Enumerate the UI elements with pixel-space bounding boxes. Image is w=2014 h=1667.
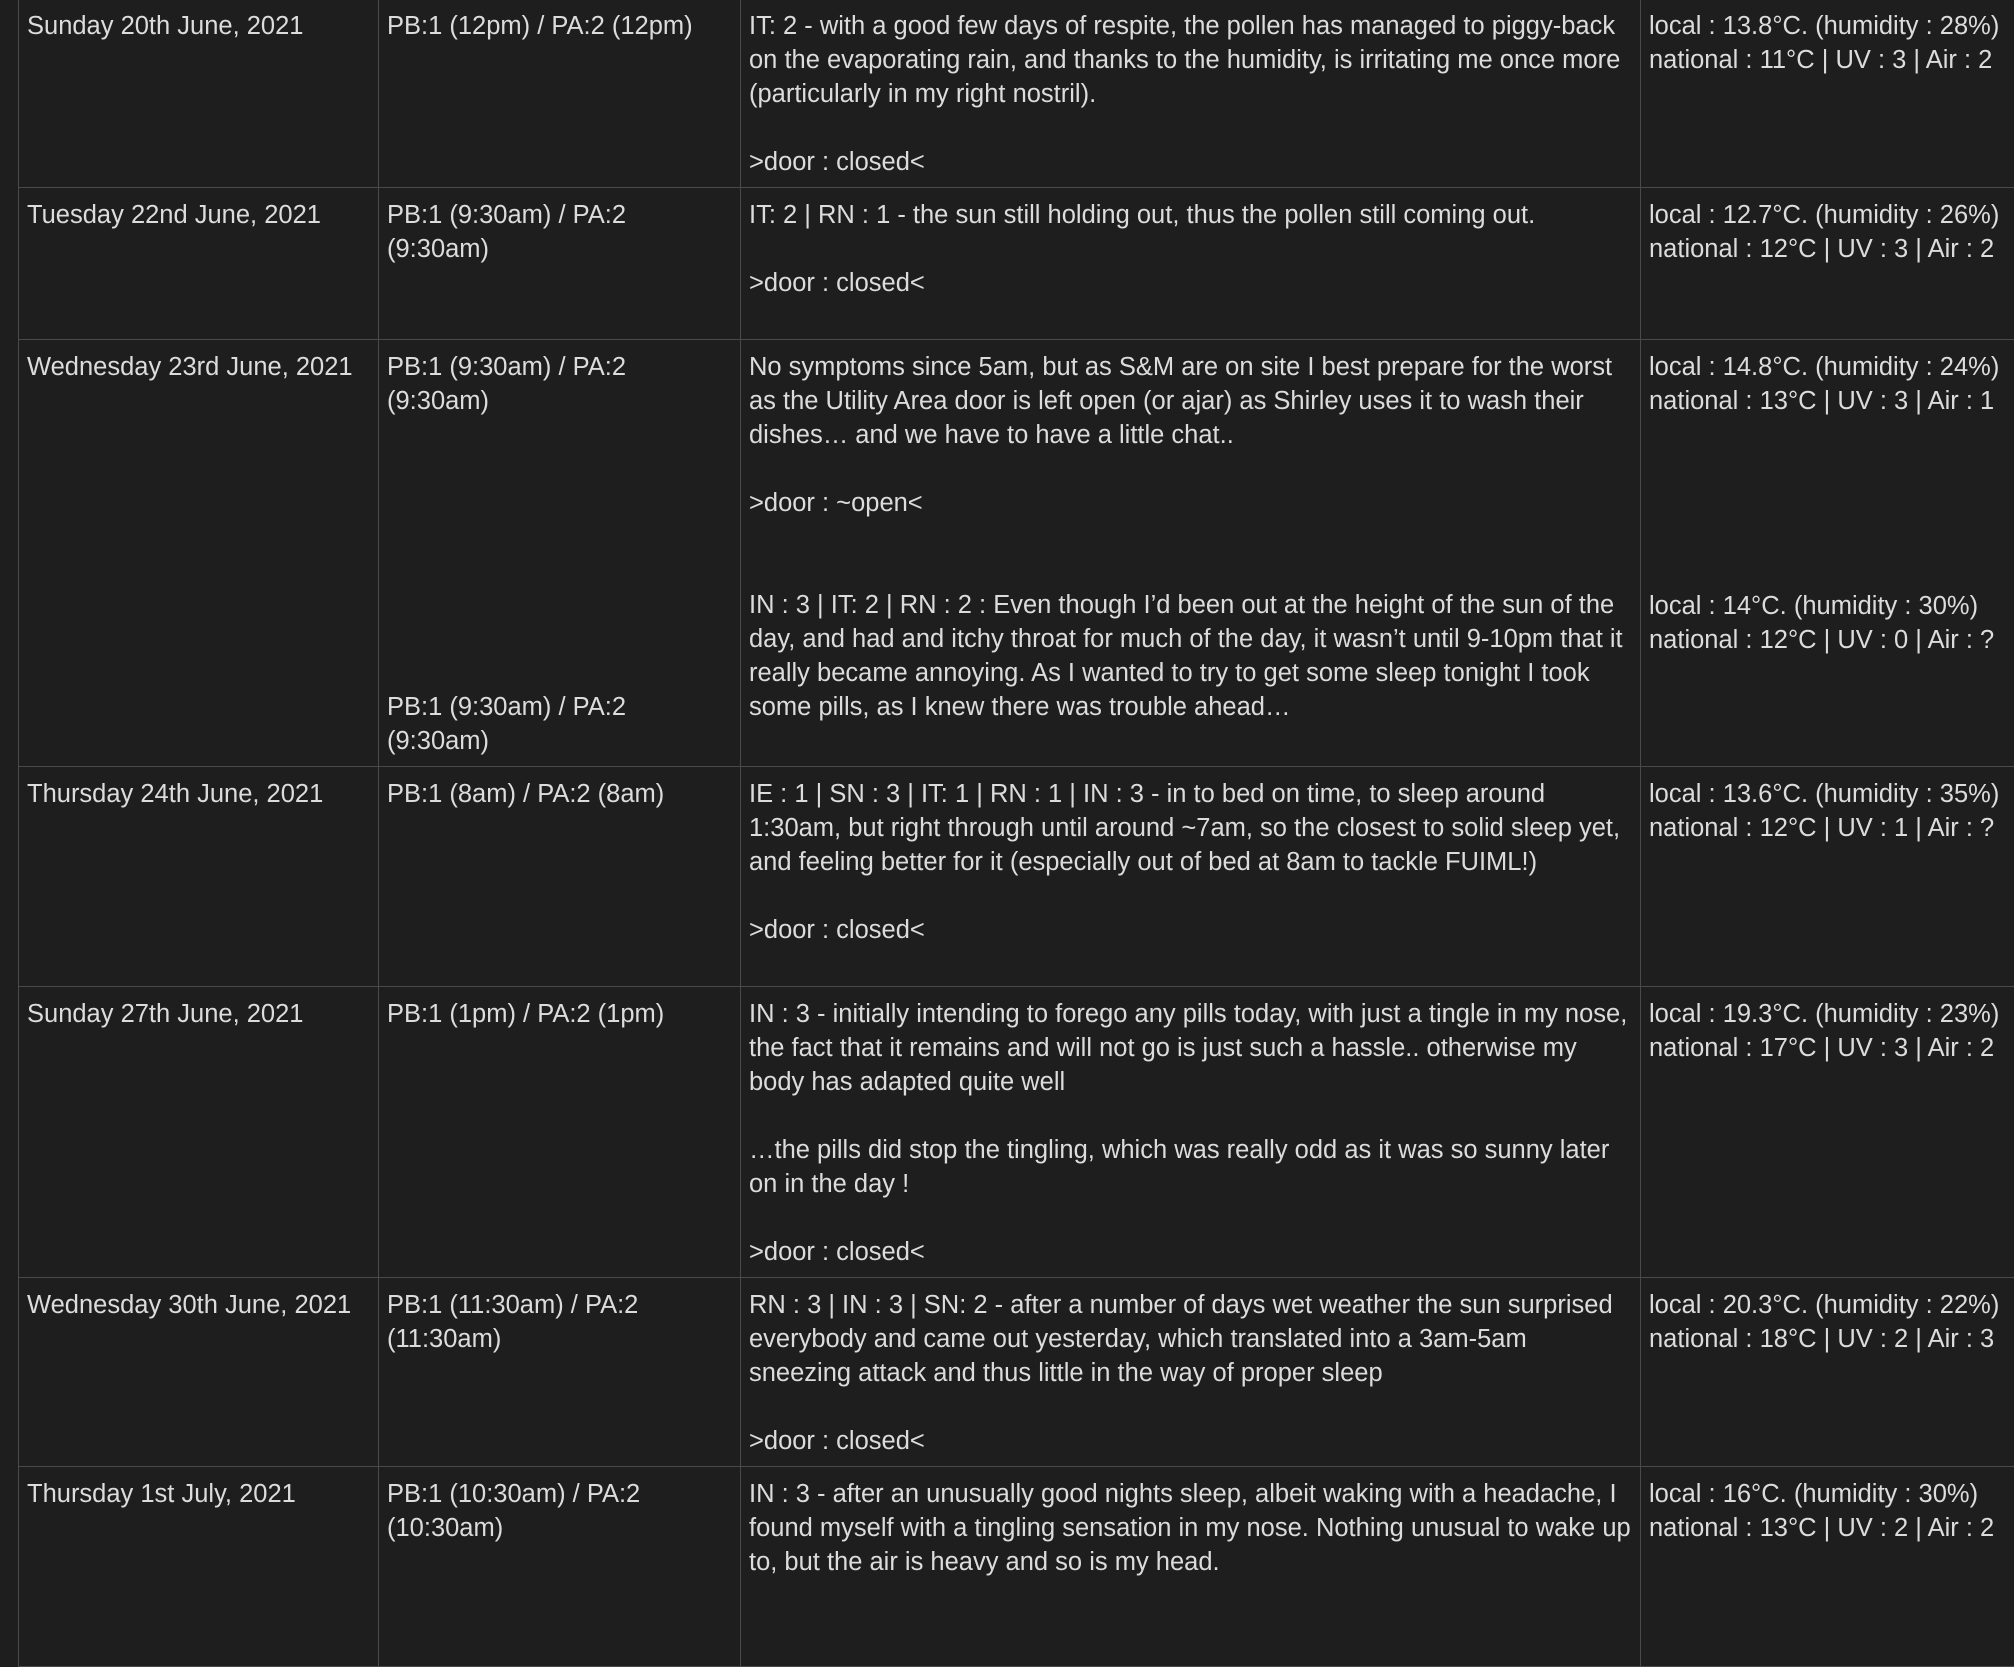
- date-cell: Wednesday 30th June, 2021: [19, 1278, 379, 1467]
- notes-cell: IT: 2 | RN : 1 - the sun still holding out, thus the pollen still coming out. >door : closed<: [741, 188, 1641, 340]
- pills-cell: PB:1 (11:30am) / PA:2 (11:30am): [379, 1278, 741, 1467]
- weather-cell: local : 13.6°C. (humidity : 35%) national : 12°C | UV : 1 | Air : ?: [1641, 767, 2014, 987]
- weather-cell: [1641, 340, 2014, 767]
- table-row: [19, 1278, 2014, 1467]
- notes-entry: No symptoms since 5am, but as S&M are on site I best prepare for the worst as the Utility Area door is left open (or ajar) as Shirley uses it to wash their dishes… and we have to have a little chat.. >door : ~open<: [749, 350, 1632, 520]
- pills-cell: PB:1 (1pm) / PA:2 (1pm): [379, 987, 741, 1278]
- pills-cell: [379, 340, 741, 767]
- date-cell: Wednesday 23rd June, 2021: [19, 340, 379, 767]
- table-row: [19, 1467, 2014, 1667]
- allergy-log-table: [18, 0, 2014, 1667]
- notes-cell: IE : 1 | SN : 3 | IT: 1 | RN : 1 | IN : 3 - in to bed on time, to sleep around 1:30am, but right through until around ~7am, so the closest to solid sleep yet, and feeling better for it (especially out of bed at 8am to tackle FUIML!) >door : closed<: [741, 767, 1641, 987]
- table-row: [19, 340, 2014, 767]
- pills-cell: PB:1 (10:30am) / PA:2 (10:30am): [379, 1467, 741, 1667]
- weather-entry: local : 14°C. (humidity : 30%) national : 12°C | UV : 0 | Air : ?: [1649, 589, 2006, 657]
- table-row: [19, 767, 2014, 987]
- date-cell: Thursday 24th June, 2021: [19, 767, 379, 987]
- table-row: [19, 0, 2014, 188]
- notes-cell: IN : 3 - initially intending to forego any pills today, with just a tingle in my nose, the fact that it remains and will not go is just such a hassle.. otherwise my body has adapted quite well …the pills did stop the tingling, which was really odd as it was so sunny later on in the day ! >door : closed<: [741, 987, 1641, 1278]
- date-cell: Sunday 27th June, 2021: [19, 987, 379, 1278]
- table-row: [19, 987, 2014, 1278]
- pills-entry: PB:1 (9:30am) / PA:2 (9:30am): [387, 690, 732, 758]
- weather-cell: local : 13.8°C. (humidity : 28%) national : 11°C | UV : 3 | Air : 2: [1641, 0, 2014, 188]
- notes-cell: IT: 2 - with a good few days of respite, the pollen has managed to piggy-back on the evaporating rain, and thanks to the humidity, is irritating me once more (particularly in my right nostril). >door : closed<: [741, 0, 1641, 188]
- weather-cell: local : 16°C. (humidity : 30%) national : 13°C | UV : 2 | Air : 2: [1641, 1467, 2014, 1667]
- pills-cell: PB:1 (9:30am) / PA:2 (9:30am): [379, 188, 741, 340]
- weather-cell: local : 19.3°C. (humidity : 23%) national : 17°C | UV : 3 | Air : 2: [1641, 987, 2014, 1278]
- weather-cell: local : 20.3°C. (humidity : 22%) national : 18°C | UV : 2 | Air : 3: [1641, 1278, 2014, 1467]
- date-cell: Tuesday 22nd June, 2021: [19, 188, 379, 340]
- pills-cell: PB:1 (12pm) / PA:2 (12pm): [379, 0, 741, 188]
- notes-entry: IN : 3 | IT: 2 | RN : 2 : Even though I’d been out at the height of the sun of the day, and had and itchy throat for much of the day, it wasn’t until 9-10pm that it really became annoying. As I wanted to try to get some sleep tonight I took some pills, as I knew there was trouble ahead…: [749, 588, 1632, 724]
- weather-entry: local : 14.8°C. (humidity : 24%) national : 13°C | UV : 3 | Air : 1: [1649, 350, 2006, 418]
- table-row: [19, 188, 2014, 340]
- pills-cell: PB:1 (8am) / PA:2 (8am): [379, 767, 741, 987]
- date-cell: Thursday 1st July, 2021: [19, 1467, 379, 1667]
- date-cell: Sunday 20th June, 2021: [19, 0, 379, 188]
- notes-cell: IN : 3 - after an unusually good nights sleep, albeit waking with a headache, I found myself with a tingling sensation in my nose. Nothing unusual to wake up to, but the air is heavy and so is my head.: [741, 1467, 1641, 1667]
- notes-cell: [741, 340, 1641, 767]
- notes-cell: RN : 3 | IN : 3 | SN: 2 - after a number of days wet weather the sun surprised everybody and came out yesterday, which translated into a 3am-5am sneezing attack and thus little in the way of proper sleep >door : closed<: [741, 1278, 1641, 1467]
- pills-entry: PB:1 (9:30am) / PA:2 (9:30am): [387, 350, 732, 418]
- weather-cell: local : 12.7°C. (humidity : 26%) national : 12°C | UV : 3 | Air : 2: [1641, 188, 2014, 340]
